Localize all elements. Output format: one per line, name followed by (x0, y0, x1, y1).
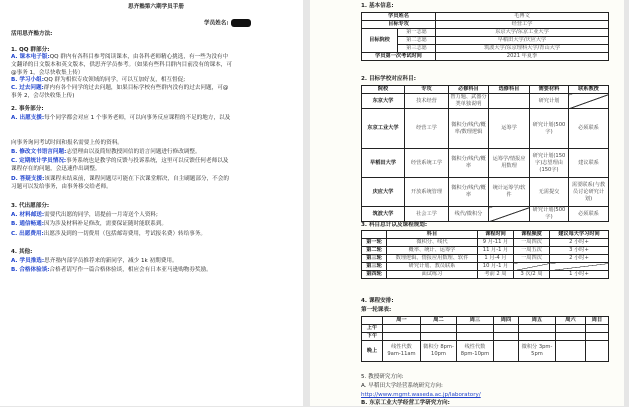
table-cell (519, 325, 556, 333)
table-cell: 周三 (457, 317, 494, 325)
table-cell (556, 325, 586, 333)
table-row (362, 207, 609, 222)
paragraph: B. 学习小组:QQ 群为相似专攻领域的同学，可以互加好友，相互督促; (11, 77, 186, 83)
section-heading: 4. 其他: (11, 249, 33, 255)
table-cell: 统计运筹学/软件 (489, 178, 530, 207)
table-cell: 研究计划(500字) (530, 109, 569, 149)
table-cell (550, 263, 609, 271)
redacted-name (231, 19, 251, 27)
table-cell (383, 333, 421, 341)
table-cell: 第三轮 (362, 255, 387, 263)
table-cell: 1 月-4 月 (478, 255, 514, 263)
table-cell (556, 341, 586, 362)
table-row: 学员姓名 毛博文 (362, 13, 609, 21)
table-cell: 经营系统工学 (405, 149, 449, 178)
table-cell: 研究计划 (530, 94, 569, 109)
table-cell: 课程频度 (514, 231, 550, 239)
table-row (362, 247, 609, 255)
table-cell: 11 月-1 月 (478, 247, 514, 255)
section-heading: 3. 代出愿部分: (11, 203, 50, 209)
table-row (362, 271, 609, 279)
research-direction-b: B. 东京工业大学经营工学研究方向: (361, 400, 450, 406)
table-cell (556, 333, 586, 341)
table-cell: 技术经营 (405, 94, 449, 109)
table-cell: 微积分/线代/概率 (449, 178, 489, 207)
section-heading: 4. 课程安排: (361, 298, 394, 304)
table-cell (586, 341, 609, 362)
table-cell: 研究计划(500字) (530, 207, 569, 222)
paragraph: B. 通信畅通:因为涉及材料补足修改，需要保证随时能联系到。 (11, 221, 168, 227)
waseda-lab-link[interactable]: http://www.mgmt.waseda.ac.jp/laboratory/ (361, 392, 481, 398)
table-cell: 筑波大学 (362, 207, 405, 222)
table-cell: 3 次/2 周 (514, 271, 550, 279)
table-cell: 研究计划(150字)志望理由(150字) (530, 149, 569, 178)
table-cell: 线代/微积分 (449, 207, 489, 222)
table-cell: 下午 (362, 333, 383, 341)
right-page (310, 0, 624, 406)
table-cell: 院校 (362, 86, 405, 94)
table-cell (519, 333, 556, 341)
table-cell: 微积分/线代/概率 (449, 149, 489, 178)
table-row (362, 94, 609, 109)
table-cell (489, 207, 530, 222)
table-cell: 微积分/线代/概率/数理逻辑 (449, 109, 489, 149)
section-heading: 1. 基本信息: (361, 3, 394, 9)
table-row (362, 263, 609, 271)
table-row (362, 255, 609, 263)
table-cell (457, 325, 494, 333)
intro-heading: 活用思齐塾方法: (11, 31, 53, 37)
table-cell (514, 263, 550, 271)
table-cell: 需要材料 (530, 86, 569, 94)
table-cell: 需要联系(与教员讨论研究计划) (569, 178, 609, 207)
table-row (362, 239, 609, 247)
section-heading: 3. 科目总计以及课程规划: (361, 222, 428, 228)
table-cell: 东京工业大学 (362, 109, 405, 149)
table-cell: 微积分 8pm-10pm (421, 341, 457, 362)
section-heading: 5. 教授研究方向: (361, 374, 404, 380)
table-row: 目标专攻 经营工学 (362, 21, 609, 29)
section-heading: 2. 目标学校对应科目: (361, 76, 416, 82)
table-cell: 必须联系 (569, 207, 609, 222)
table-cell: 3 小时+ (550, 247, 609, 255)
table-row (362, 109, 609, 149)
table-cell: 周四 (494, 317, 519, 325)
table-cell: 建议每天学习时间 (550, 231, 609, 239)
table-cell: 选修科目 (489, 86, 530, 94)
table-cell (421, 333, 457, 341)
table-cell: 第四轮 (362, 271, 387, 279)
table-row: 第三志愿 筑波大学/东京理科大学/青山大学 (362, 45, 609, 53)
table-cell: 周五 (519, 317, 556, 325)
table-cell (489, 94, 530, 109)
table-header-row (362, 317, 609, 325)
table-cell: 经营工学 (405, 109, 449, 149)
table-row (362, 333, 609, 341)
table-cell: 9 月-11 月 (478, 239, 514, 247)
paragraph: B. 合格体验谈:合格者请写作一篇合格体验谈，相应会有日本亚马逊购物券奖励。 (11, 267, 212, 273)
table-cell: 上午 (362, 325, 383, 333)
paragraph-line: 习题可以发给事务，由事务移交给老师。 (11, 184, 112, 190)
table-cell: 必须联系 (569, 109, 609, 149)
table-cell: 第三轮 (362, 263, 387, 271)
table-cell: 周六 (556, 317, 586, 325)
paragraph: A. 出愿支援:每个同学都会对应 1 个事务老师，可以向事务反应课程的不足的地方，以及 (11, 115, 231, 121)
table-cell: 微积分、线代 (387, 239, 478, 247)
target-school-table (361, 85, 609, 222)
table-cell (586, 325, 609, 333)
table-cell (421, 325, 457, 333)
table-cell: 无需提交 (530, 178, 569, 207)
paragraph: A. 材料邮送:需要代出愿的同学，请提前一月寄送个人资料; (11, 212, 158, 218)
course-plan-table (361, 230, 609, 279)
table-cell: 专攻 (405, 86, 449, 94)
left-page (0, 0, 303, 406)
table-cell (494, 333, 519, 341)
table-cell: 1 小时+ (550, 271, 609, 279)
paragraph: A. 课本电子版:QQ 群内有各科目参考阅读课本，由各科老师精心挑选，有一些为没有中 (11, 54, 229, 60)
table-cell: 线性代数 9am-11am (383, 341, 421, 362)
paragraph: B. 修改文书语言问题:志望理由以及简短教授回信的语言问题进行修改调整。 (11, 149, 201, 155)
table-row: 第二志愿 早稻田大学/庆应大学 (362, 37, 609, 45)
research-direction-a: A. 早稻田大学经营系统研究方向: (361, 383, 443, 389)
table-cell (362, 231, 387, 239)
table-cell: 概率、统计、运筹学 (387, 247, 478, 255)
table-row: 目标院校 第一志愿 东京大学/东京工业大学 (362, 29, 609, 37)
paragraph: C. 定期统计学员情况:事务系统也是教学的反馈与投诉系统，这里可以反馈任何老师以及 (11, 158, 229, 164)
table-cell: 东京大学 (362, 94, 405, 109)
table-row (362, 178, 609, 207)
timetable (361, 316, 609, 362)
table-cell: 早稻田大学 (362, 149, 405, 178)
subheading: 第一轮课表: (361, 307, 392, 313)
paragraph-line: 课程存在的问题，会迅速作出调整。 (11, 166, 101, 172)
table-cell: 建议联系 (569, 149, 609, 178)
table-cell: 运筹学/情报应用数理 (489, 149, 530, 178)
table-cell: 晚上 (362, 341, 383, 362)
table-cell: 2 小时+ (550, 255, 609, 263)
table-row: 学员第一次考试时间 2021 年夏季 (362, 53, 609, 61)
table-cell: 10 月-1 月 (478, 263, 514, 271)
table-cell: 必修科目 (449, 86, 489, 94)
table-cell: 开放系统管理 (405, 178, 449, 207)
basic-info-table (361, 12, 609, 61)
table-header-row (362, 86, 609, 94)
paragraph-line: 向事务询问考试时间和报名需要上传的资料。 (11, 140, 123, 146)
table-cell: 社会工学 (405, 207, 449, 222)
table-cell: 周二 (421, 317, 457, 325)
table-cell: 一周五次 (514, 247, 550, 255)
table-cell: 智力题、武器分类单独说明 (450, 94, 487, 107)
section-heading: 2. 事务部分: (11, 106, 44, 112)
table-cell (569, 94, 609, 109)
paragraph-line: 事务 2，会尽快收集上传) (11, 93, 75, 99)
table-cell (494, 325, 519, 333)
table-cell (586, 333, 609, 341)
table-cell: 一周四次 (514, 239, 550, 247)
table-cell: 科目 (387, 231, 478, 239)
paragraph: A. 学员推选:思齐塾内部学员推荐来的新同学，减少 1k 初期费用。 (11, 258, 178, 264)
table-cell (362, 317, 383, 325)
table-cell: 微积分 3pm-5pm (519, 341, 556, 362)
table-row (362, 325, 609, 333)
paragraph-line: @事务 1，会尽快收集上传） (11, 70, 84, 76)
table-row (362, 341, 609, 362)
table-cell: 研究计划、教员联系 (387, 263, 478, 271)
paragraph-line: 文翻译的日文版本和英文版本，供思齐学员参考。（如果有些科目群内目前没有的课本，可 (11, 62, 232, 68)
student-name-label: 学员姓名: (204, 20, 229, 27)
student-name-field (204, 19, 251, 28)
table-cell: 2 小时+ (550, 239, 609, 247)
table-cell: 第二轮 (362, 247, 387, 255)
section-heading: 1. QQ 群部分: (11, 47, 50, 53)
table-cell (383, 325, 421, 333)
paragraph: C. 过去问题:群内有各个同学的过去问题，如果目标学校有些群内没有的过去问题，可@ (11, 85, 229, 91)
table-cell: 面试练习 (387, 271, 478, 279)
table-cell: 运筹学 (489, 109, 530, 149)
table-cell: 庆应大学 (362, 178, 405, 207)
table-cell: 周一 (383, 317, 421, 325)
paragraph: C. 出愿费用:出愿涉及到的一切费用（包括邮寄费用，考试报名费）转给事务。 (11, 231, 207, 237)
table-cell: 考前 2 周 (478, 271, 514, 279)
table-cell: 数理逻辑、情报应用数理、软件 (387, 255, 478, 263)
doc-title: 思齐塾第六期学员手册 (128, 4, 184, 10)
table-cell: 一周四次 (514, 255, 550, 263)
table-cell: 周日 (586, 317, 609, 325)
paragraph: D. 答疑支援:该课程未结束前，课程问题尽可能在下次课堂解决，自主刷题部分，不会的 (11, 176, 229, 182)
table-cell (494, 341, 519, 362)
table-cell: 第一轮 (362, 239, 387, 247)
table-cell: 课程时间 (478, 231, 514, 239)
table-header-row (362, 231, 609, 239)
table-row (362, 149, 609, 178)
table-cell: 线性代数 8pm-10pm (457, 341, 494, 362)
table-cell (457, 333, 494, 341)
table-cell: 联系教授 (569, 86, 609, 94)
